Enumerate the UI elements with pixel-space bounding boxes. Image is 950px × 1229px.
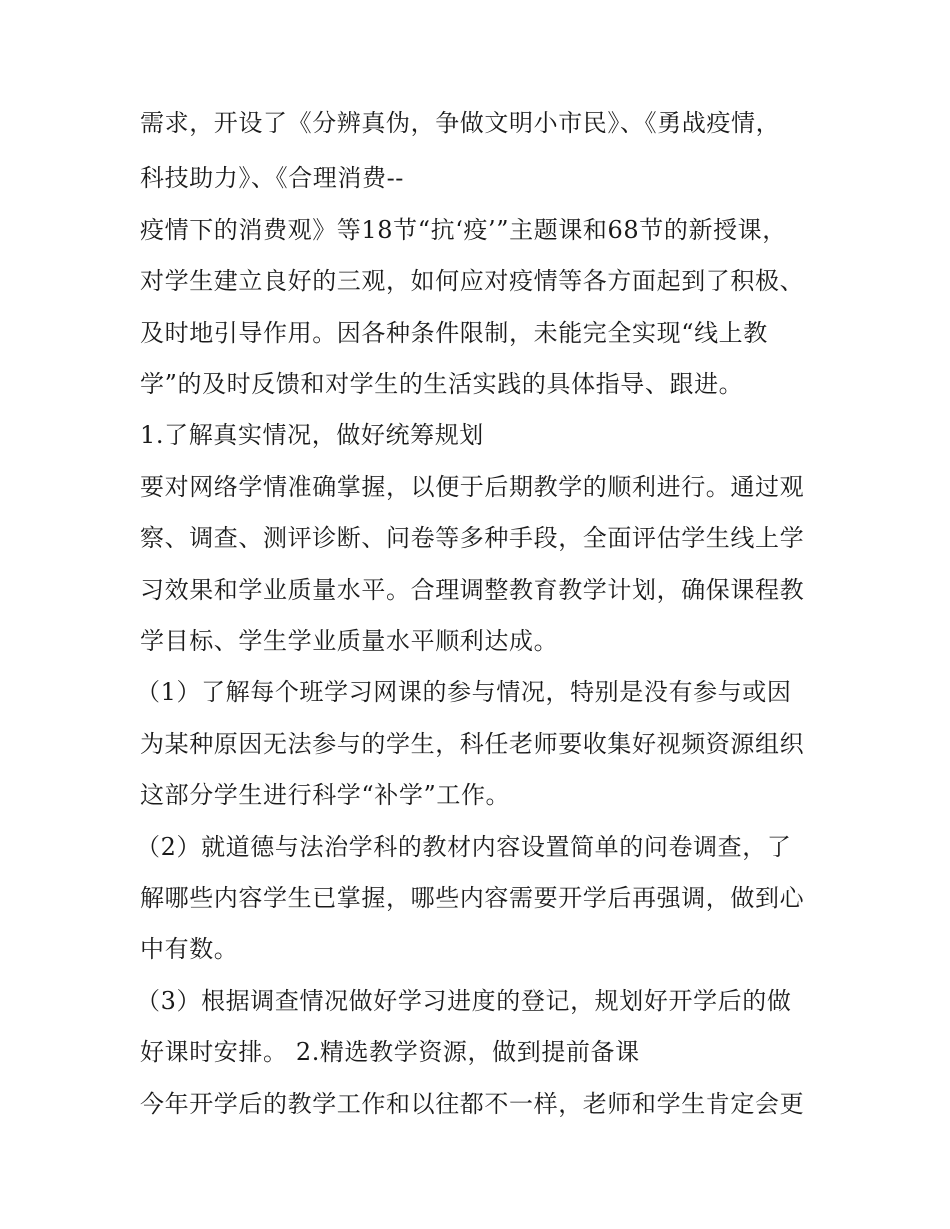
- text-line: 中有数。: [140, 935, 239, 963]
- text-line: 今年开学后的教学工作和以往都不一样，老师和学生肯定会更: [140, 1090, 805, 1118]
- text-line: 学”的及时反馈和对学生的生活实践的具体指导、跟进。: [140, 370, 744, 398]
- text-line: 疫情下的消费观》等18节“抗‘疫’”主题课和68节的新授课，: [140, 216, 787, 244]
- text-line: 及时地引导作用。因各种条件限制，未能完全实现“线上教: [140, 319, 768, 347]
- text-line: 科技助力》、《合理消费--: [140, 164, 405, 192]
- text-line: 要对网络学情准确掌握，以便于后期教学的顺利进行。通过观: [140, 473, 805, 501]
- text-line: 解哪些内容学生已掌握，哪些内容需要开学后再强调，做到心: [140, 884, 805, 912]
- text-line: 这部分学生进行科学“补学”工作。: [140, 781, 511, 809]
- text-line: 察、调查、测评诊断、问卷等多种手段，全面评估学生线上学: [140, 524, 805, 552]
- text-line: 为某种原因无法参与的学生，科任老师要收集好视频资源组织: [140, 730, 805, 758]
- text-line: 需求，开设了《分辨真伪，争做文明小市民》、《勇战疫情，: [140, 109, 781, 137]
- text-line: 好课时安排。 2.精选教学资源，做到提前备课: [140, 1038, 640, 1066]
- list-item: （1）了解每个班学习网课的参与情况，特别是没有参与或因: [136, 678, 792, 706]
- text-line: 习效果和学业质量水平。合理调整教育教学计划，确保课程教: [140, 576, 805, 604]
- list-item: （2）就道德与法治学科的教材内容设置简单的问卷调查，了: [136, 833, 792, 861]
- list-item: （3）根据调查情况做好学习进度的登记，规划好开学后的做: [136, 987, 792, 1015]
- section-heading: 1.了解真实情况，做好统筹规划: [140, 421, 484, 449]
- text-line: 学目标、学生学业质量水平顺利达成。: [140, 627, 559, 655]
- text-line: 对学生建立良好的三观，如何应对疫情等各方面起到了积极、: [140, 267, 805, 295]
